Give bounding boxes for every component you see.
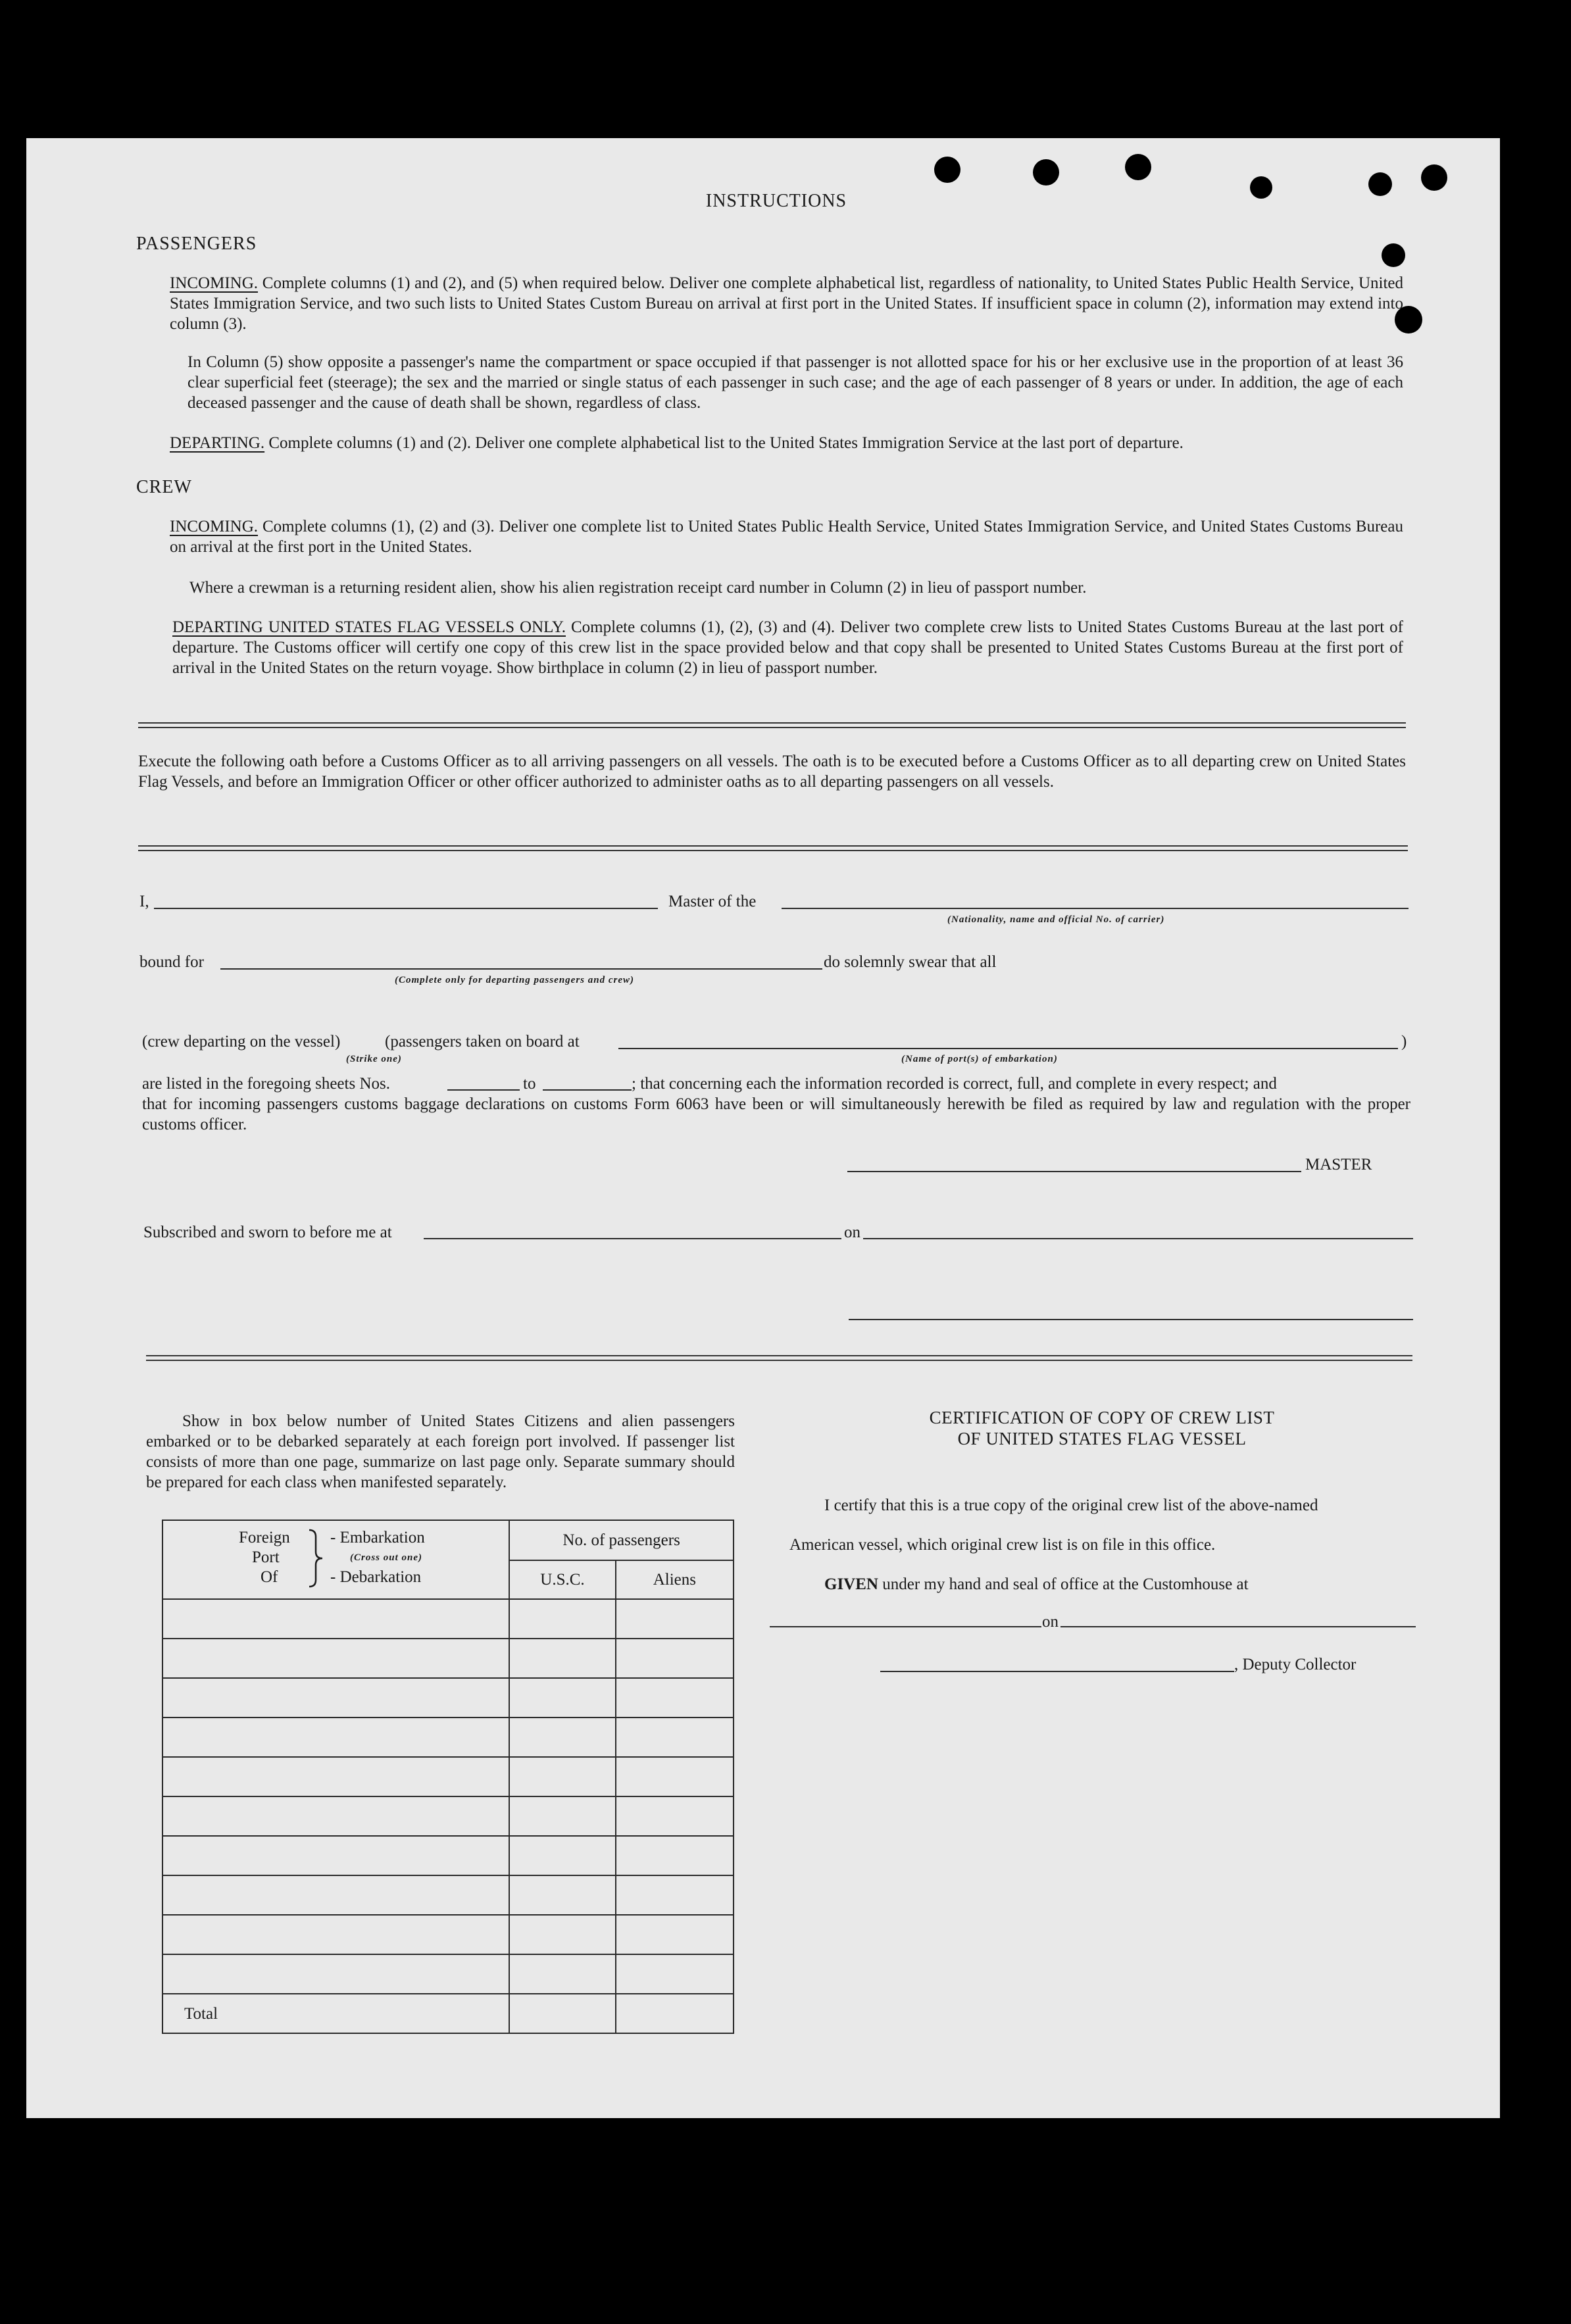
total-row (162, 1994, 734, 2033)
sheets-prefix: are listed in the foregoing sheets Nos. (142, 1075, 390, 1093)
master-label: MASTER (1305, 1156, 1372, 1174)
officer-signature-line[interactable] (849, 1319, 1413, 1320)
port-cell[interactable] (162, 1639, 509, 1678)
total-usc-cell[interactable] (509, 1994, 615, 2033)
punch-hole (934, 157, 960, 183)
port-cell[interactable] (162, 1875, 509, 1915)
subscribed-place-line[interactable] (424, 1238, 841, 1239)
sheet-from-line[interactable] (447, 1089, 520, 1091)
port-cell[interactable] (162, 1718, 509, 1757)
crew-departing-text: (crew departing on the vessel) (142, 1033, 341, 1051)
section-divider (146, 1355, 1412, 1361)
punch-hole (1382, 243, 1405, 267)
punch-hole (1125, 154, 1151, 180)
total-label: Total (162, 1994, 509, 2033)
table-row (162, 1954, 734, 1994)
master-of-label: Master of the (668, 893, 757, 910)
usc-cell[interactable] (509, 1757, 615, 1796)
swear-text: do solemnly swear that all (824, 953, 997, 971)
foreign-label: Foreign (239, 1529, 290, 1546)
deputy-collector-label: , Deputy Collector (1234, 1656, 1357, 1673)
of-label: Of (261, 1568, 278, 1586)
certification-line3 (824, 1574, 1249, 1595)
certification-line1: I certify that this is a true copy of the original crew list of the above-named (824, 1496, 1318, 1514)
port-caption: (Name of port(s) of embarkation) (901, 1054, 1058, 1064)
sheet-to-line[interactable] (543, 1089, 632, 1091)
aliens-cell[interactable] (616, 1796, 734, 1836)
embarkation-port-line[interactable] (618, 1048, 1398, 1049)
usc-cell[interactable] (509, 1915, 615, 1954)
cross-out-caption: (Cross out one) (350, 1552, 423, 1563)
passengers-taken-text: (passengers taken on board at (385, 1033, 580, 1051)
aliens-cell[interactable] (616, 1599, 734, 1639)
aliens-cell[interactable] (616, 1757, 734, 1796)
given-text: under my hand and seal of office at the Customhouse at (882, 1575, 1249, 1593)
usc-cell[interactable] (509, 1678, 615, 1718)
bound-caption: (Complete only for departing passengers and crew) (395, 975, 634, 985)
certification-date-line[interactable] (1060, 1626, 1416, 1627)
table-row (162, 1639, 734, 1678)
master-name-line[interactable] (154, 908, 658, 909)
bound-for-label: bound for (139, 953, 204, 971)
port-header-cell (162, 1520, 509, 1599)
debarkation-label: - Debarkation (330, 1568, 422, 1586)
table-row (162, 1718, 734, 1757)
page-title: INSTRUCTIONS (705, 191, 847, 211)
aliens-cell[interactable] (616, 1639, 734, 1678)
passengers-departing-paragraph (170, 433, 1403, 453)
table-row (162, 1836, 734, 1875)
strike-caption: (Strike one) (346, 1054, 402, 1064)
no-of-passengers-header: No. of passengers (509, 1520, 734, 1560)
customhouse-place-line[interactable] (770, 1626, 1041, 1627)
certification-line2: American vessel, which original crew list is on file in this office. (789, 1536, 1216, 1554)
certification-on-label: on (1042, 1613, 1059, 1631)
passenger-summary-table (162, 1520, 734, 2034)
usc-header: U.S.C. (509, 1560, 615, 1599)
oath-i-label: I, (139, 893, 149, 910)
crew-departing-label: DEPARTING UNITED STATES FLAG VESSELS ONLY. (172, 618, 566, 636)
crew-incoming-text: Complete columns (1), (2) and (3). Deliver one complete list to United States Public Health Service, United States Immigration Service, and United States Customs Bureau on arrival at the first port in the United States. (170, 518, 1403, 556)
aliens-cell[interactable] (616, 1915, 734, 1954)
passengers-incoming-text: Complete columns (1) and (2), and (5) when required below. Deliver one complete alphabetical list, regardless of nationality, to United States Public Health Service, United States Immigration Service, and two such lists to United States Custom Bureau on arrival at first port in the United States. If insufficient space in column (2), information may extend into column (3). (170, 274, 1404, 333)
crew-departing-paragraph (172, 617, 1403, 678)
table-row (162, 1875, 734, 1915)
usc-cell[interactable] (509, 1718, 615, 1757)
passengers-incoming-paragraph (170, 273, 1403, 334)
summary-instructions: Show in box below number of United States Citizens and alien passengers embarked or to be debarked separately at each foreign port involved. If passenger list consists of more than one page, summarize on last page only. Separate summary should be prepared for each class when manifested separately. (146, 1412, 735, 1491)
master-signature-line[interactable] (847, 1171, 1301, 1172)
total-aliens-cell[interactable] (616, 1994, 734, 2033)
crew-incoming-paragraph (170, 516, 1403, 557)
crew-crewman-paragraph: Where a crewman is a returning resident alien, show his alien registration receipt card number in Column (2) in lieu of passport number. (189, 579, 1087, 597)
aliens-cell[interactable] (616, 1836, 734, 1875)
port-cell[interactable] (162, 1678, 509, 1718)
passengers-heading: PASSENGERS (136, 234, 257, 254)
passengers-departing-text: Complete columns (1) and (2). Deliver one complete alphabetical list to the United States Immigration Service at the last port of departure. (268, 434, 1184, 452)
aliens-header: Aliens (616, 1560, 734, 1599)
subscribed-date-line[interactable] (863, 1238, 1413, 1239)
sheets-rest: ; that concerning each the information recorded is correct, full, and complete in every respect; and (632, 1075, 1277, 1093)
embarkation-label: - Embarkation (330, 1529, 425, 1546)
table-row (162, 1678, 734, 1718)
passengers-column5-paragraph: In Column (5) show opposite a passenger's name the compartment or space occupied if that passenger is not allotted space for his or her exclusive use in the proportion of at least 36 clear superficial feet (steerage); the sex and the married or single status of each passenger in such case; and the age of each passenger of 8 years or under. In addition, the age of each deceased passenger and the cause of death shall be shown, regardless of class. (187, 353, 1403, 412)
oath-intro-paragraph: Execute the following oath before a Customs Officer as to all arriving passengers on all vessels. The oath is to be executed before a Customs Officer as to all departing crew on United States Flag Vessels, and before an Immigration Officer or other officer authorized to administer oaths as to all departing passengers on all vessels. (138, 753, 1406, 791)
table-row (162, 1599, 734, 1639)
carrier-line[interactable] (782, 908, 1409, 909)
usc-cell[interactable] (509, 1875, 615, 1915)
section-divider (138, 845, 1408, 851)
carrier-caption: (Nationality, name and official No. of carrier) (947, 914, 1165, 925)
certification-title-line1: CERTIFICATION OF COPY OF CREW LIST (929, 1408, 1275, 1427)
usc-cell[interactable] (509, 1796, 615, 1836)
document-page (26, 138, 1500, 2118)
punch-hole (1033, 159, 1059, 185)
close-paren: ) (1401, 1033, 1407, 1051)
usc-cell[interactable] (509, 1954, 615, 1994)
aliens-cell[interactable] (616, 1954, 734, 1994)
crew-departing-text: Complete columns (1), (2), (3) and (4). Deliver two complete crew lists to United States Customs Bureau at the last port of departure. The Customs officer will certify one copy of this crew list in the space provided below and that copy shall be presented to United States Customs Bureau at the first port of arrival in the United States on the return voyage. Show birthplace in column (2) in lieu of passport number. (172, 618, 1403, 677)
subscribed-label: Subscribed and sworn to before me at (143, 1224, 392, 1241)
crew-heading: CREW (136, 477, 192, 497)
given-label: GIVEN (824, 1575, 878, 1593)
passengers-departing-label: DEPARTING. (170, 434, 265, 452)
crew-incoming-label: INCOMING. (170, 518, 259, 535)
oath-body-rest: that for incoming passengers customs baggage declarations on customs Form 6063 have been or will simultaneously herewith be filed as required by law and regulation with the proper customs officer. (142, 1095, 1410, 1133)
aliens-cell[interactable] (616, 1875, 734, 1915)
certification-title-line2: OF UNITED STATES FLAG VESSEL (957, 1429, 1247, 1448)
brace-icon (307, 1529, 326, 1588)
bound-for-line[interactable] (220, 968, 822, 970)
punch-hole (1421, 164, 1447, 191)
port-cell[interactable] (162, 1599, 509, 1639)
usc-cell[interactable] (509, 1639, 615, 1678)
deputy-collector-signature-line[interactable] (880, 1671, 1234, 1672)
sheets-to: to (523, 1075, 536, 1093)
port-cell[interactable] (162, 1915, 509, 1954)
table-row (162, 1915, 734, 1954)
usc-cell[interactable] (509, 1599, 615, 1639)
table-row (162, 1796, 734, 1836)
passengers-incoming-label: INCOMING. (170, 274, 259, 292)
subscribed-on-label: on (844, 1224, 860, 1241)
port-cell[interactable] (162, 1796, 509, 1836)
table-row (162, 1757, 734, 1796)
section-divider (138, 722, 1406, 728)
port-cell[interactable] (162, 1757, 509, 1796)
port-label: Port (252, 1548, 280, 1566)
port-cell[interactable] (162, 1836, 509, 1875)
usc-cell[interactable] (509, 1836, 615, 1875)
port-cell[interactable] (162, 1954, 509, 1994)
aliens-cell[interactable] (616, 1718, 734, 1757)
aliens-cell[interactable] (616, 1678, 734, 1718)
